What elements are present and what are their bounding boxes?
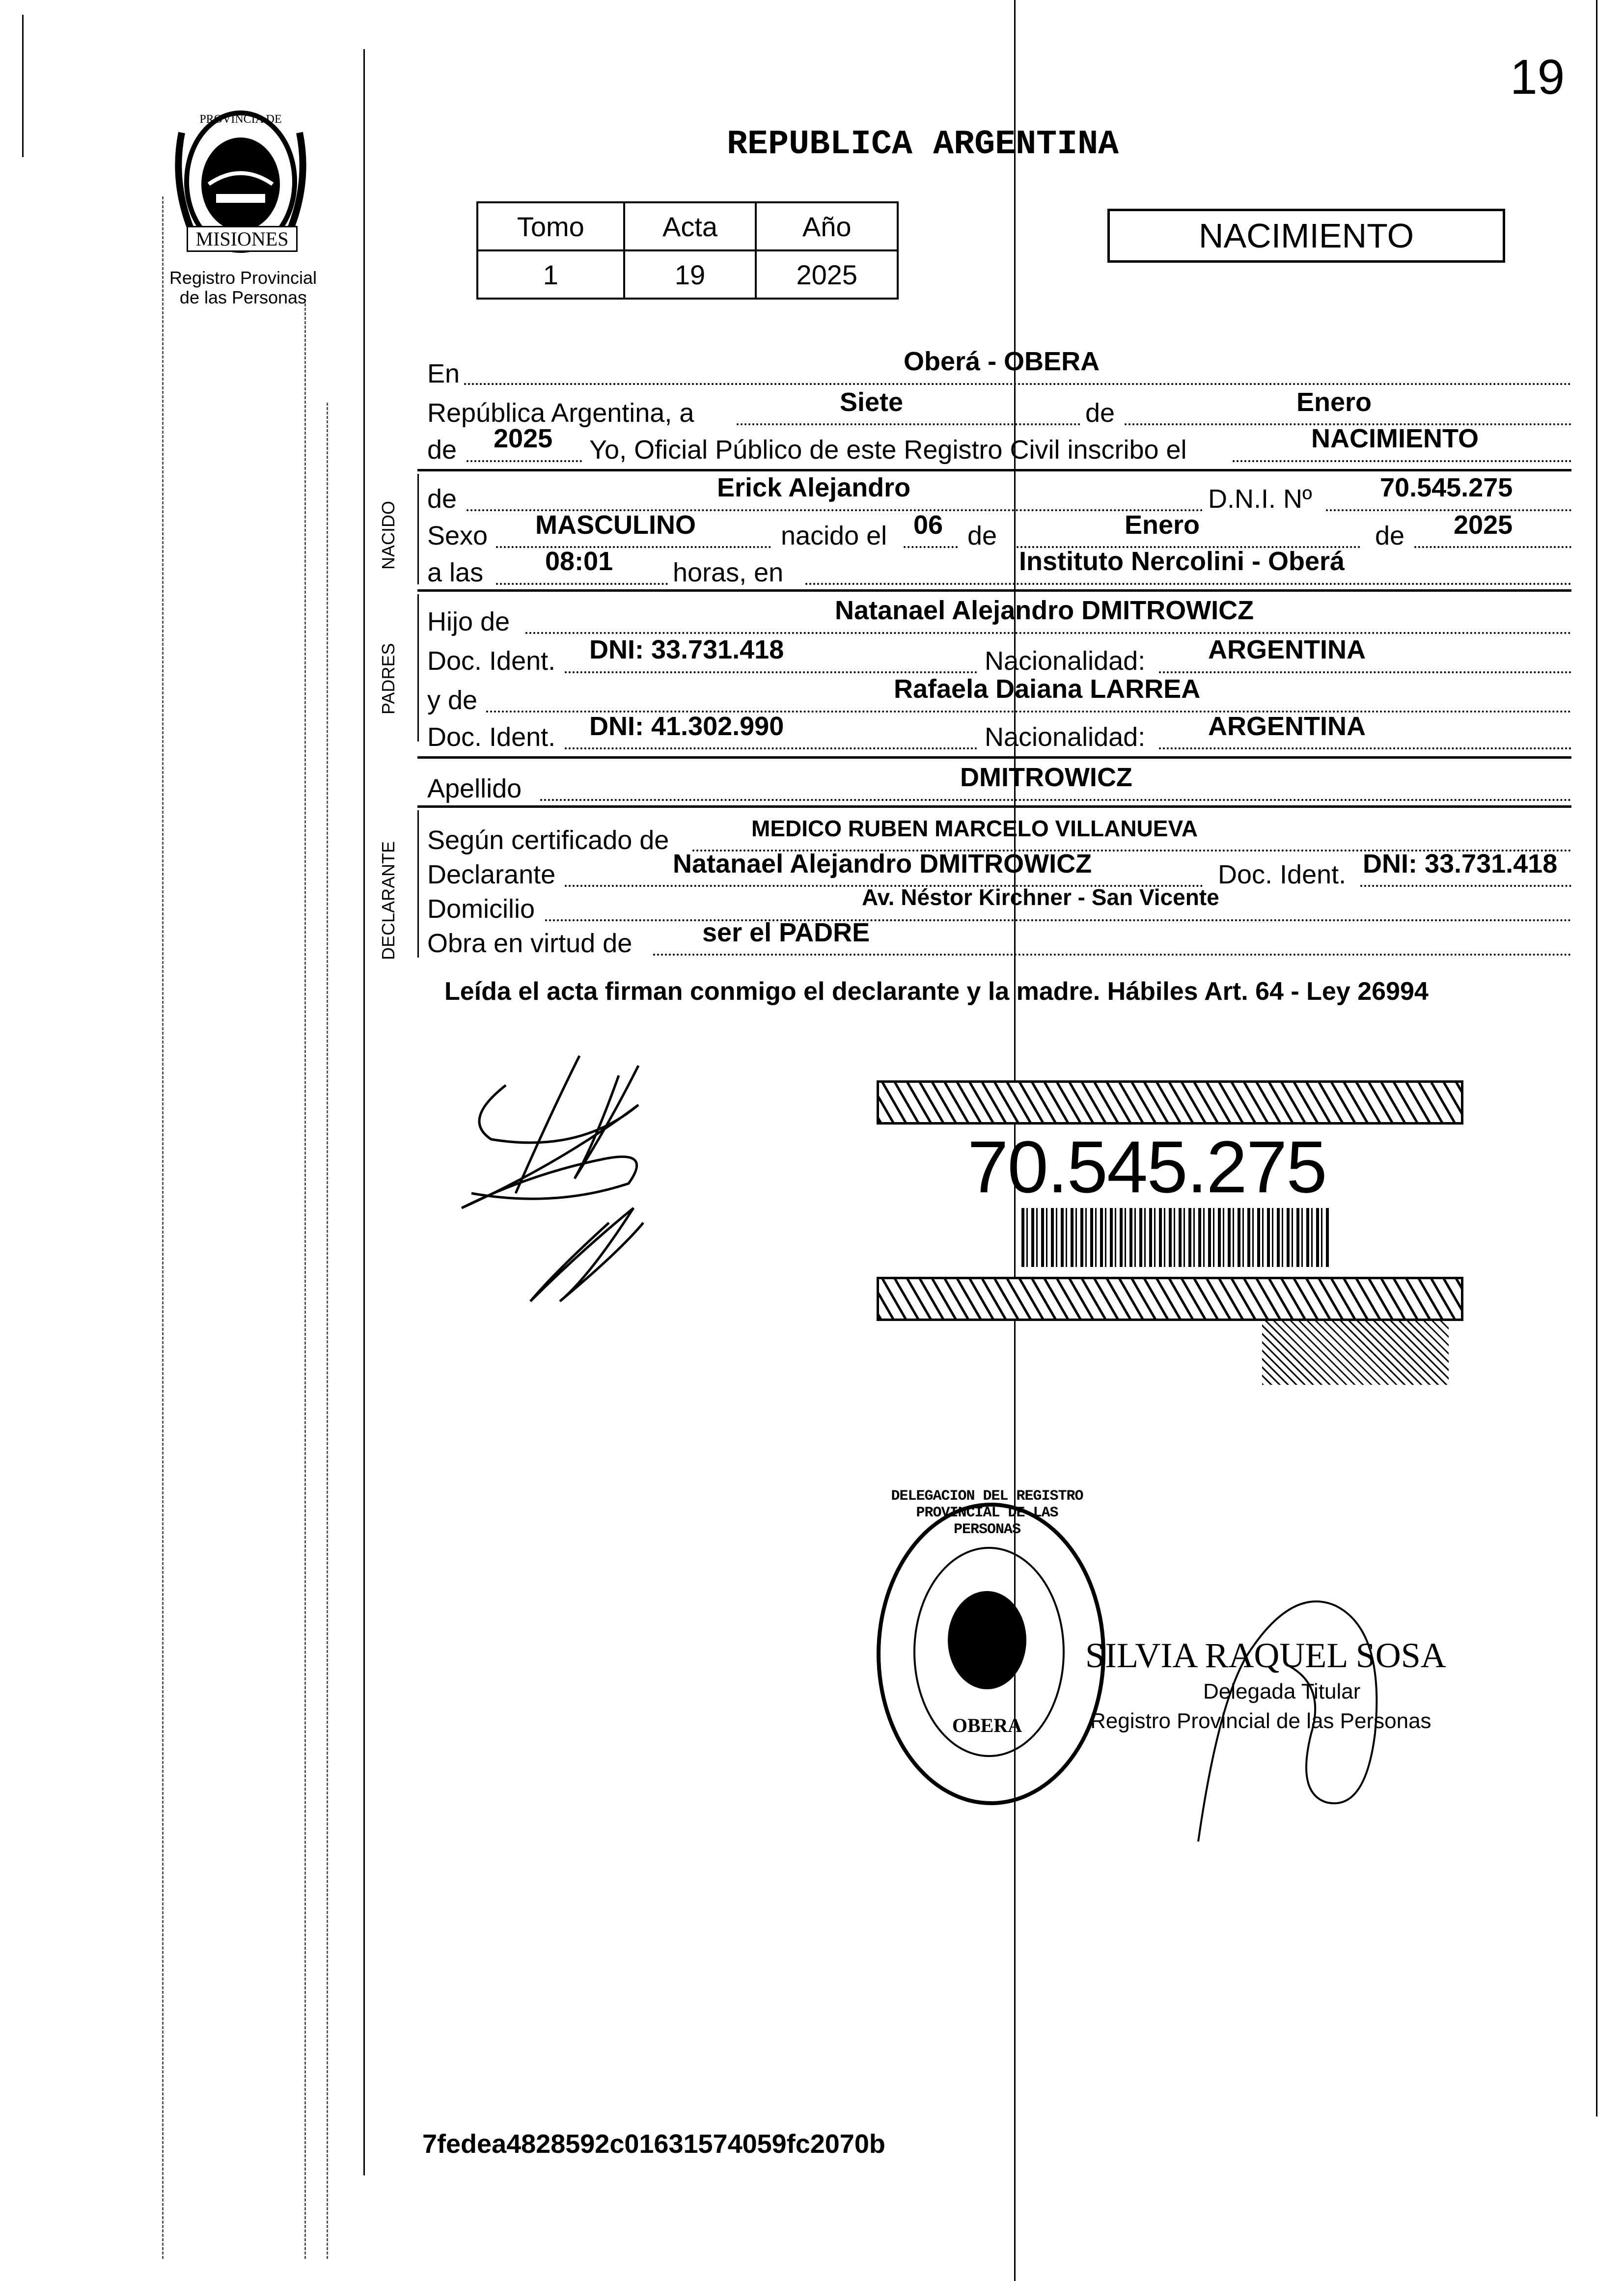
dotted-line — [1159, 747, 1571, 749]
registry-name-1: Registro Provincial — [169, 268, 317, 288]
mother-name: Rafaela Daiana LARREA — [894, 674, 1201, 704]
father-doc: DNI: 33.731.418 — [589, 635, 784, 664]
provincia-misiones-logo — [162, 103, 319, 260]
apellido-value: DMITROWICZ — [960, 763, 1132, 792]
father-name: Natanael Alejandro DMITROWICZ — [835, 596, 1254, 625]
doc-ident-label: Doc. Ident. — [427, 646, 556, 676]
dotted-line — [496, 546, 771, 548]
nacionalidad-label: Nacionalidad: — [985, 646, 1146, 676]
security-band-top — [877, 1080, 1463, 1125]
dotted-line — [540, 799, 1571, 801]
dotted-line — [805, 583, 1571, 585]
y-de-label: y de — [427, 686, 478, 715]
a-las-label: a las — [427, 558, 484, 587]
nacido-el-label: nacido el — [781, 521, 887, 550]
de-label-3: de — [967, 521, 997, 550]
sexo-label: Sexo — [427, 521, 488, 550]
de-label-4: de — [1375, 521, 1405, 550]
dotted-line — [1159, 671, 1571, 673]
official-signature — [1179, 1547, 1424, 1851]
official-title: Delegada Titular — [1203, 1679, 1361, 1704]
declarante-name: Natanael Alejandro DMITROWICZ — [673, 849, 1092, 879]
birth-year: 2025 — [1454, 510, 1513, 540]
dotted-line — [1360, 885, 1571, 887]
nacionalidad-label-2: Nacionalidad: — [985, 722, 1146, 752]
place-value: Oberá - OBERA — [904, 347, 1100, 376]
tomo-value: 1 — [477, 250, 624, 299]
dotted-line — [545, 919, 1571, 921]
section-bracket — [417, 474, 419, 584]
child-dni: 70.545.275 — [1380, 473, 1513, 502]
page-number: 19 — [1510, 50, 1565, 105]
domicilio-label: Domicilio — [427, 894, 535, 924]
father-nationality: ARGENTINA — [1208, 635, 1366, 664]
padres-section-label: PADRES — [378, 643, 398, 715]
dotted-line — [904, 546, 958, 548]
registry-name-2: de las Personas — [179, 287, 307, 307]
dotted-line — [1414, 546, 1571, 548]
month-value: Enero — [1296, 387, 1372, 417]
apellido-label: Apellido — [427, 774, 522, 803]
section-divider — [417, 756, 1571, 759]
record-type-box: NACIMIENTO — [1107, 209, 1505, 263]
mother-doc: DNI: 41.302.990 — [589, 712, 784, 741]
security-band-bottom — [877, 1277, 1463, 1321]
certificado-value: MEDICO RUBEN MARCELO VILLANUEVA — [751, 816, 1198, 841]
seal-ring-text: DELEGACION DEL REGISTRO PROVINCIAL DE LAS PERSONAS — [891, 1488, 1083, 1538]
dotted-line — [565, 671, 977, 673]
declarante-section-label: DECLARANTE — [378, 841, 398, 960]
dotted-line — [565, 747, 977, 749]
section-divider — [417, 589, 1571, 592]
en-label: En — [427, 359, 460, 388]
declarante-doc: DNI: 33.731.418 — [1363, 849, 1558, 879]
de-label-2: de — [427, 435, 457, 465]
ano-header: Año — [756, 202, 898, 250]
section-divider — [417, 805, 1571, 808]
punch-dashes-3 — [327, 403, 328, 2259]
seal-emblem-icon — [948, 1591, 1026, 1689]
sexo-value: MASCULINO — [535, 510, 696, 540]
child-name: Erick Alejandro — [717, 473, 911, 502]
seal-city: OBERA — [952, 1714, 1022, 1736]
dotted-line — [464, 383, 1571, 385]
hologram-patch — [1262, 1321, 1449, 1385]
domicilio-value: Av. Néstor Kirchner - San Vicente — [862, 884, 1219, 910]
logo-text-top: PROVINCIA DE — [199, 113, 282, 126]
dotted-line — [525, 632, 1571, 634]
obra-label: Obra en virtud de — [427, 929, 633, 958]
record-table — [476, 201, 899, 300]
certificado-label: Según certificado de — [427, 825, 669, 855]
de-label: de — [1085, 398, 1115, 428]
nacido-de-label: de — [427, 484, 457, 514]
country-title: REPUBLICA ARGENTINA — [727, 125, 1119, 164]
dni-label: D.N.I. Nº — [1208, 484, 1312, 514]
nacido-section-label: NACIDO — [378, 500, 398, 570]
logo-text-bottom: MISIONES — [187, 226, 298, 252]
acta-header: Acta — [624, 202, 756, 250]
official-office: Registro Provincial de las Personas — [1090, 1709, 1431, 1733]
document-hash: 7fedea4828592c01631574059fc2070b — [422, 2129, 885, 2159]
margin-line — [22, 15, 24, 157]
punch-dashes-2 — [304, 295, 306, 2259]
ano-value: 2025 — [756, 250, 898, 299]
hijo-de-label: Hijo de — [427, 607, 510, 636]
tomo-header: Tomo — [477, 202, 624, 250]
right-edge-line — [1596, 0, 1597, 2116]
birth-time: 08:01 — [545, 547, 613, 576]
declarant-signature — [432, 1046, 702, 1311]
section-bracket — [417, 810, 419, 958]
dotted-line — [496, 583, 668, 585]
year-value: 2025 — [494, 424, 553, 453]
section-bracket — [417, 594, 419, 742]
day-value: Siete — [840, 387, 904, 417]
birth-month: Enero — [1125, 510, 1200, 540]
closing-text: Leída el acta firman conmigo el declarante y la madre. Hábiles Art. 64 - Ley 26994 — [444, 977, 1429, 1006]
dotted-line — [737, 423, 1080, 425]
margin-rule — [363, 49, 365, 2175]
mother-nationality: ARGENTINA — [1208, 712, 1366, 741]
horas-label: horas, en — [673, 558, 784, 587]
birth-day: 06 — [913, 510, 943, 540]
act-value: NACIMIENTO — [1311, 424, 1479, 453]
section-divider — [417, 469, 1571, 471]
id-sticker-number: 70.545.275 — [967, 1126, 1326, 1208]
republica-label: República Argentina, a — [427, 398, 694, 428]
obra-value: ser el PADRE — [702, 918, 870, 947]
dotted-line — [653, 954, 1571, 956]
acta-value: 19 — [624, 250, 756, 299]
declarante-label: Declarante — [427, 860, 556, 889]
punch-dashes — [162, 196, 164, 2259]
dotted-line — [1233, 460, 1571, 462]
dotted-line — [1326, 509, 1571, 511]
doc-ident-label-2: Doc. Ident. — [427, 722, 556, 752]
birth-place: Instituto Nercolini - Oberá — [1019, 547, 1345, 576]
dotted-line — [467, 460, 582, 462]
oficial-text: Yo, Oficial Público de este Registro Civil inscribo el — [589, 435, 1187, 465]
official-name: SILVIA RAQUEL SOSA — [1085, 1636, 1446, 1675]
barcode — [1021, 1208, 1331, 1267]
doc-ident-label-3: Doc. Ident. — [1218, 860, 1347, 889]
